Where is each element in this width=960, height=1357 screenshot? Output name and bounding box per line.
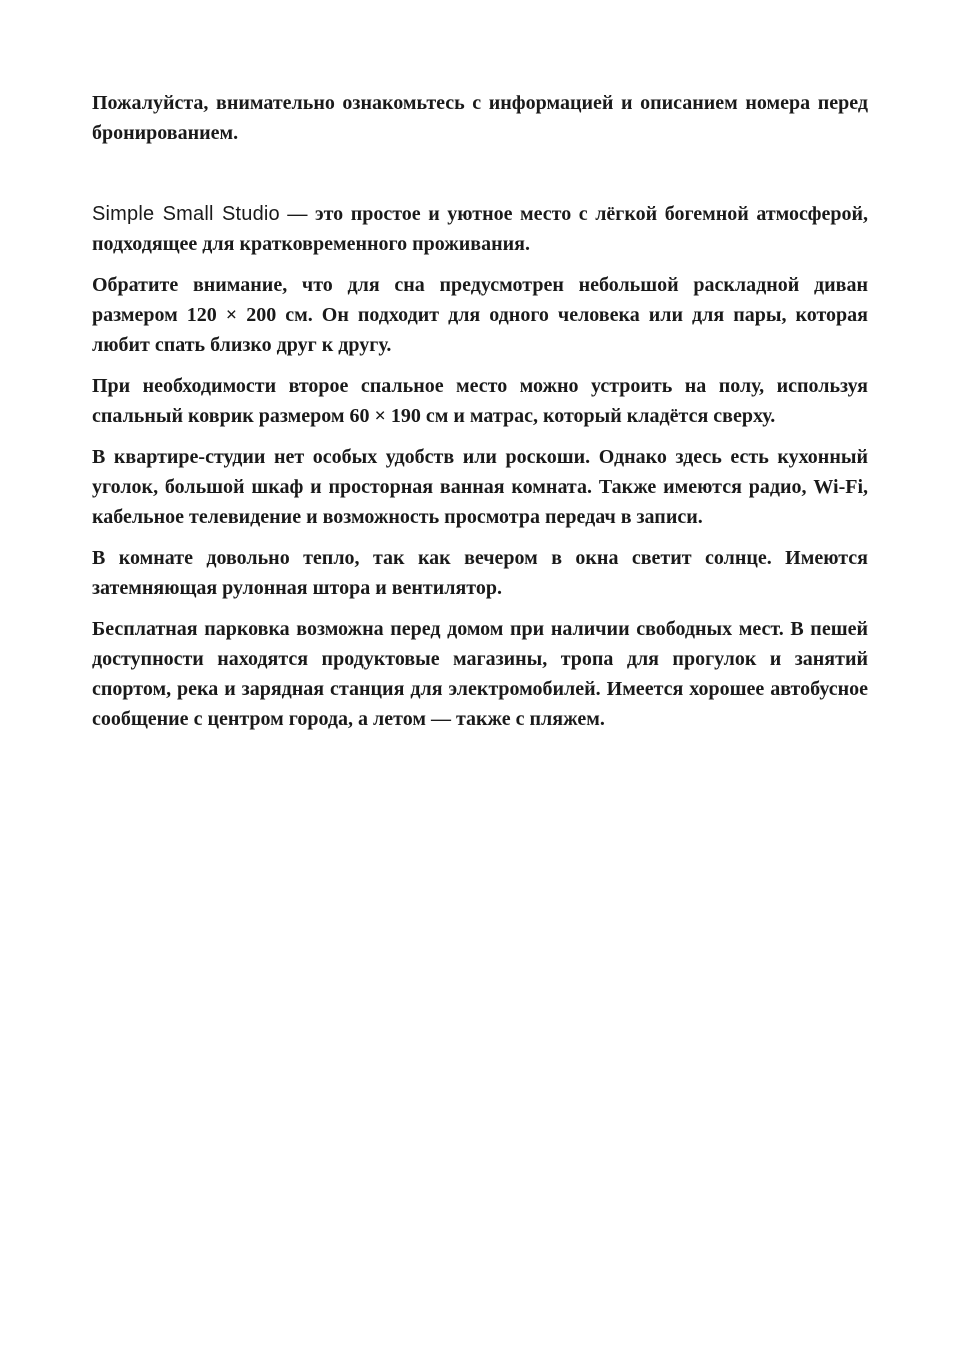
studio-name: Simple Small Studio (92, 203, 280, 225)
amenities-paragraph: В квартире-студии нет особых удобств или роскоши. Однако здесь есть кухонный уголок, большой шкаф и просторная ванная комната. Также имеются радио, Wi-Fi, кабельное телевидение и возможность просмотра передач в записи. (92, 446, 868, 528)
studio-description: — это простое и уютное место с лёгкой богемной атмосферой, подходящее для кратковременного проживания. (92, 203, 868, 255)
sleeping-sofa-paragraph: Обратите внимание, что для сна предусмотрен небольшой раскладной диван размером 120 × 200 см. Он подходит для одного человека или для пары, которая любит спать близко друг к другу. (92, 274, 868, 356)
second-bed-paragraph: При необходимости второе спальное место можно устроить на полу, используя спальный коврик размером 60 × 190 см и матрас, который кладётся сверху. (92, 375, 868, 427)
room-climate-paragraph: В комнате довольно тепло, так как вечером в окна светит солнце. Имеются затемняющая рулонная штора и вентилятор. (92, 547, 868, 599)
studio-description-paragraph (92, 199, 868, 259)
intro-paragraph: Пожалуйста, внимательно ознакомьтесь с информацией и описанием номера перед бронированием. (92, 92, 868, 144)
document-page (92, 88, 868, 745)
location-parking-paragraph: Бесплатная парковка возможна перед домом при наличии свободных мест. В пешей доступности находятся продуктовые магазины, тропа для прогулок и занятий спортом, река и зарядная станция для электромобилей. Имеется хорошее автобусное сообщение с центром города, а летом — также с пляжем. (92, 618, 868, 730)
